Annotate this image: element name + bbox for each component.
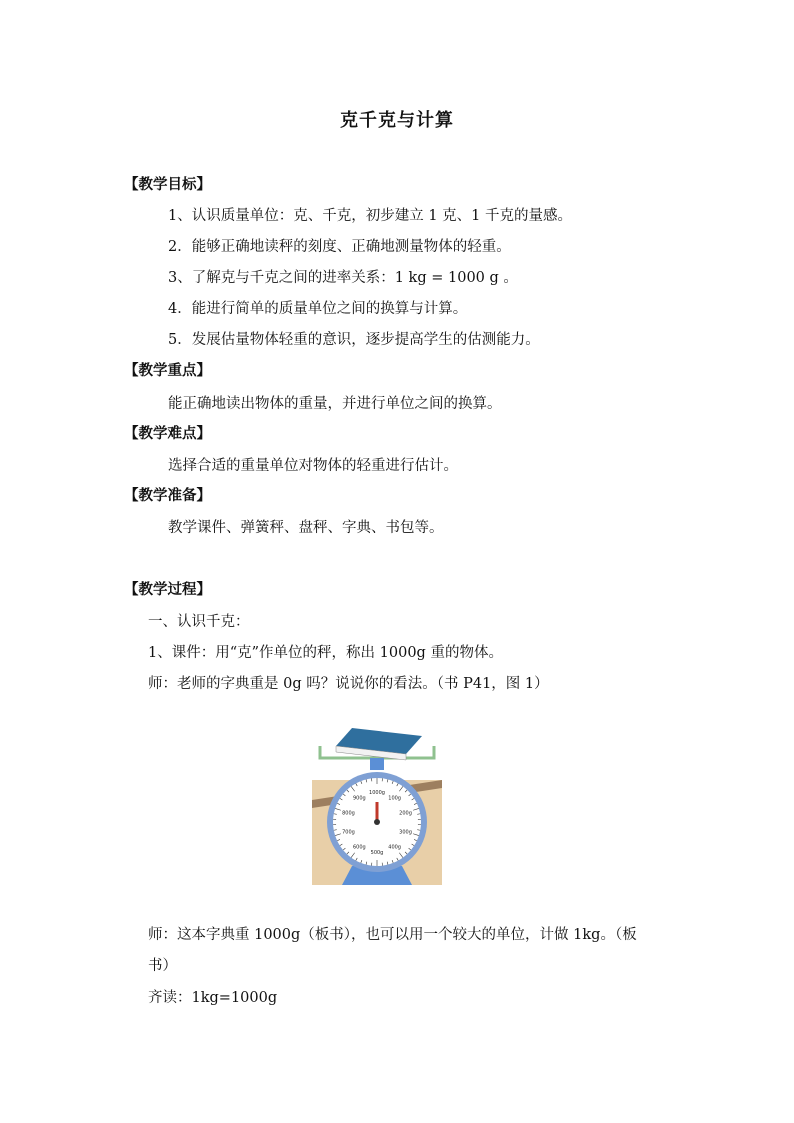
dial-label: 900g bbox=[353, 795, 366, 802]
process-step-1: 一、认识千克： bbox=[148, 614, 250, 630]
dial-label: 300g bbox=[399, 829, 412, 836]
process-line-2: 师：老师的字典重是 0g 吗？说说你的看法。（书 P41，图 1） bbox=[148, 676, 549, 692]
heading-process: 【教学过程】 bbox=[124, 581, 211, 598]
scale-illustration bbox=[312, 718, 442, 885]
key-points-text: 能正确地读出物体的重量，并进行单位之间的换算。 bbox=[168, 396, 502, 412]
objective-2: 2．能够正确地读秤的刻度、正确地测量物体的轻重。 bbox=[168, 239, 511, 255]
dial-label: 1000g bbox=[369, 790, 385, 796]
process-line-4: 齐读：1kg=1000g bbox=[148, 990, 278, 1006]
dial-label: 500g bbox=[370, 850, 384, 856]
dial-label: 400g bbox=[388, 844, 401, 851]
heading-objectives: 【教学目标】 bbox=[124, 176, 211, 193]
dial-label: 700g bbox=[342, 829, 355, 836]
scale-figure bbox=[312, 718, 442, 885]
heading-preparation: 【教学准备】 bbox=[124, 487, 211, 504]
objective-3: 3、了解克与千克之间的进率关系：1 kg = 1000 g 。 bbox=[168, 270, 518, 286]
heading-key-points: 【教学重点】 bbox=[124, 362, 211, 379]
heading-difficulties: 【教学难点】 bbox=[124, 425, 211, 442]
objective-1: 1、认识质量单位：克、千克，初步建立 1 克、1 千克的量感。 bbox=[168, 208, 573, 224]
process-line-3b: 书） bbox=[148, 958, 177, 974]
objective-4: 4．能进行简单的质量单位之间的换算与计算。 bbox=[168, 301, 468, 317]
scale-neck bbox=[370, 758, 384, 770]
dial-hub bbox=[374, 819, 380, 825]
dial-label: 200g bbox=[399, 810, 412, 817]
dial-label: 600g bbox=[353, 844, 366, 851]
process-line-3a: 师：这本字典重 1000g（板书），也可以用一个较大的单位，计做 1kg。（板 bbox=[148, 927, 637, 943]
objective-5: 5．发展估量物体轻重的意识，逐步提高学生的估测能力。 bbox=[168, 332, 540, 348]
dial-label: 100g bbox=[388, 795, 401, 802]
preparation-text: 教学课件、弹簧秤、盘秤、字典、书包等。 bbox=[168, 520, 444, 536]
page-title: 克千克与计算 bbox=[340, 110, 454, 131]
difficulties-text: 选择合适的重量单位对物体的轻重进行估计。 bbox=[168, 458, 458, 474]
dial-label: 800g bbox=[342, 810, 355, 817]
process-line-1: 1、课件：用“克”作单位的秤，称出 1000g 重的物体。 bbox=[148, 645, 503, 661]
